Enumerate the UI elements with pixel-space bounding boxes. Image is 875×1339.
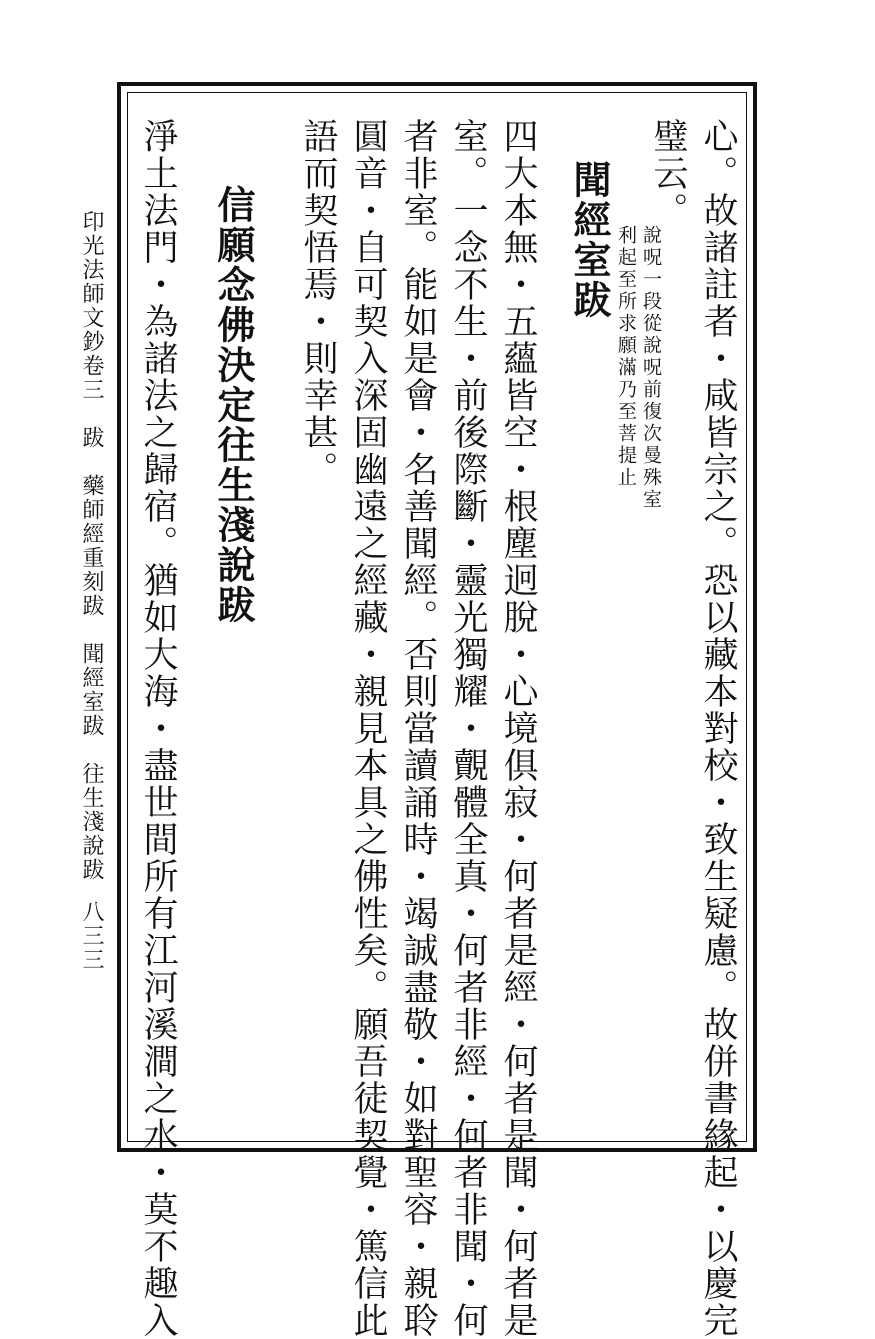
text-column-2: 璧云。 bbox=[648, 118, 688, 229]
running-header: 印光法師文鈔卷三 跋 藥師經重刻跋 聞經室跋 往生淺說跋 bbox=[79, 210, 104, 882]
text-column-4: 室。一念不生・前後際斷・靈光獨耀・覿體全真・何者非經・何者非聞・何 bbox=[448, 118, 488, 1339]
text-column-8: 淨土法門・為諸法之歸宿。猶如大海・盡世間所有江河溪澗之水・莫不趣入 bbox=[138, 118, 178, 1339]
section-title-wenjingshi: 聞經室跋 bbox=[567, 160, 612, 320]
section-title-xinyuan: 信願念佛決定往生淺說跋 bbox=[211, 185, 256, 625]
text-column-5: 者非室。能如是會・名善聞經。否則當讀誦時・竭誠盡敬・如對聖容・親聆 bbox=[398, 118, 438, 1339]
annotation-line-1: 說呪一段從說呪前復次曼殊室 bbox=[640, 225, 662, 511]
text-column-7: 語而契悟焉・則幸甚。 bbox=[298, 118, 338, 488]
page-number: 八三三 bbox=[79, 900, 104, 972]
text-column-1: 心。故諸註者・咸皆宗之。恐以藏本對校・致生疑慮。故併書緣起・以慶完 bbox=[698, 118, 738, 1339]
annotation-line-2: 利起至所求願滿乃至菩提止 bbox=[615, 225, 637, 489]
text-column-3: 四大本無・五蘊皆空・根塵迥脫・心境俱寂・何者是經・何者是聞・何者是 bbox=[498, 118, 538, 1339]
text-column-6: 圓音・自可契入深固幽遠之經藏・親見本具之佛性矣。願吾徒契覺・篤信此 bbox=[348, 118, 388, 1339]
